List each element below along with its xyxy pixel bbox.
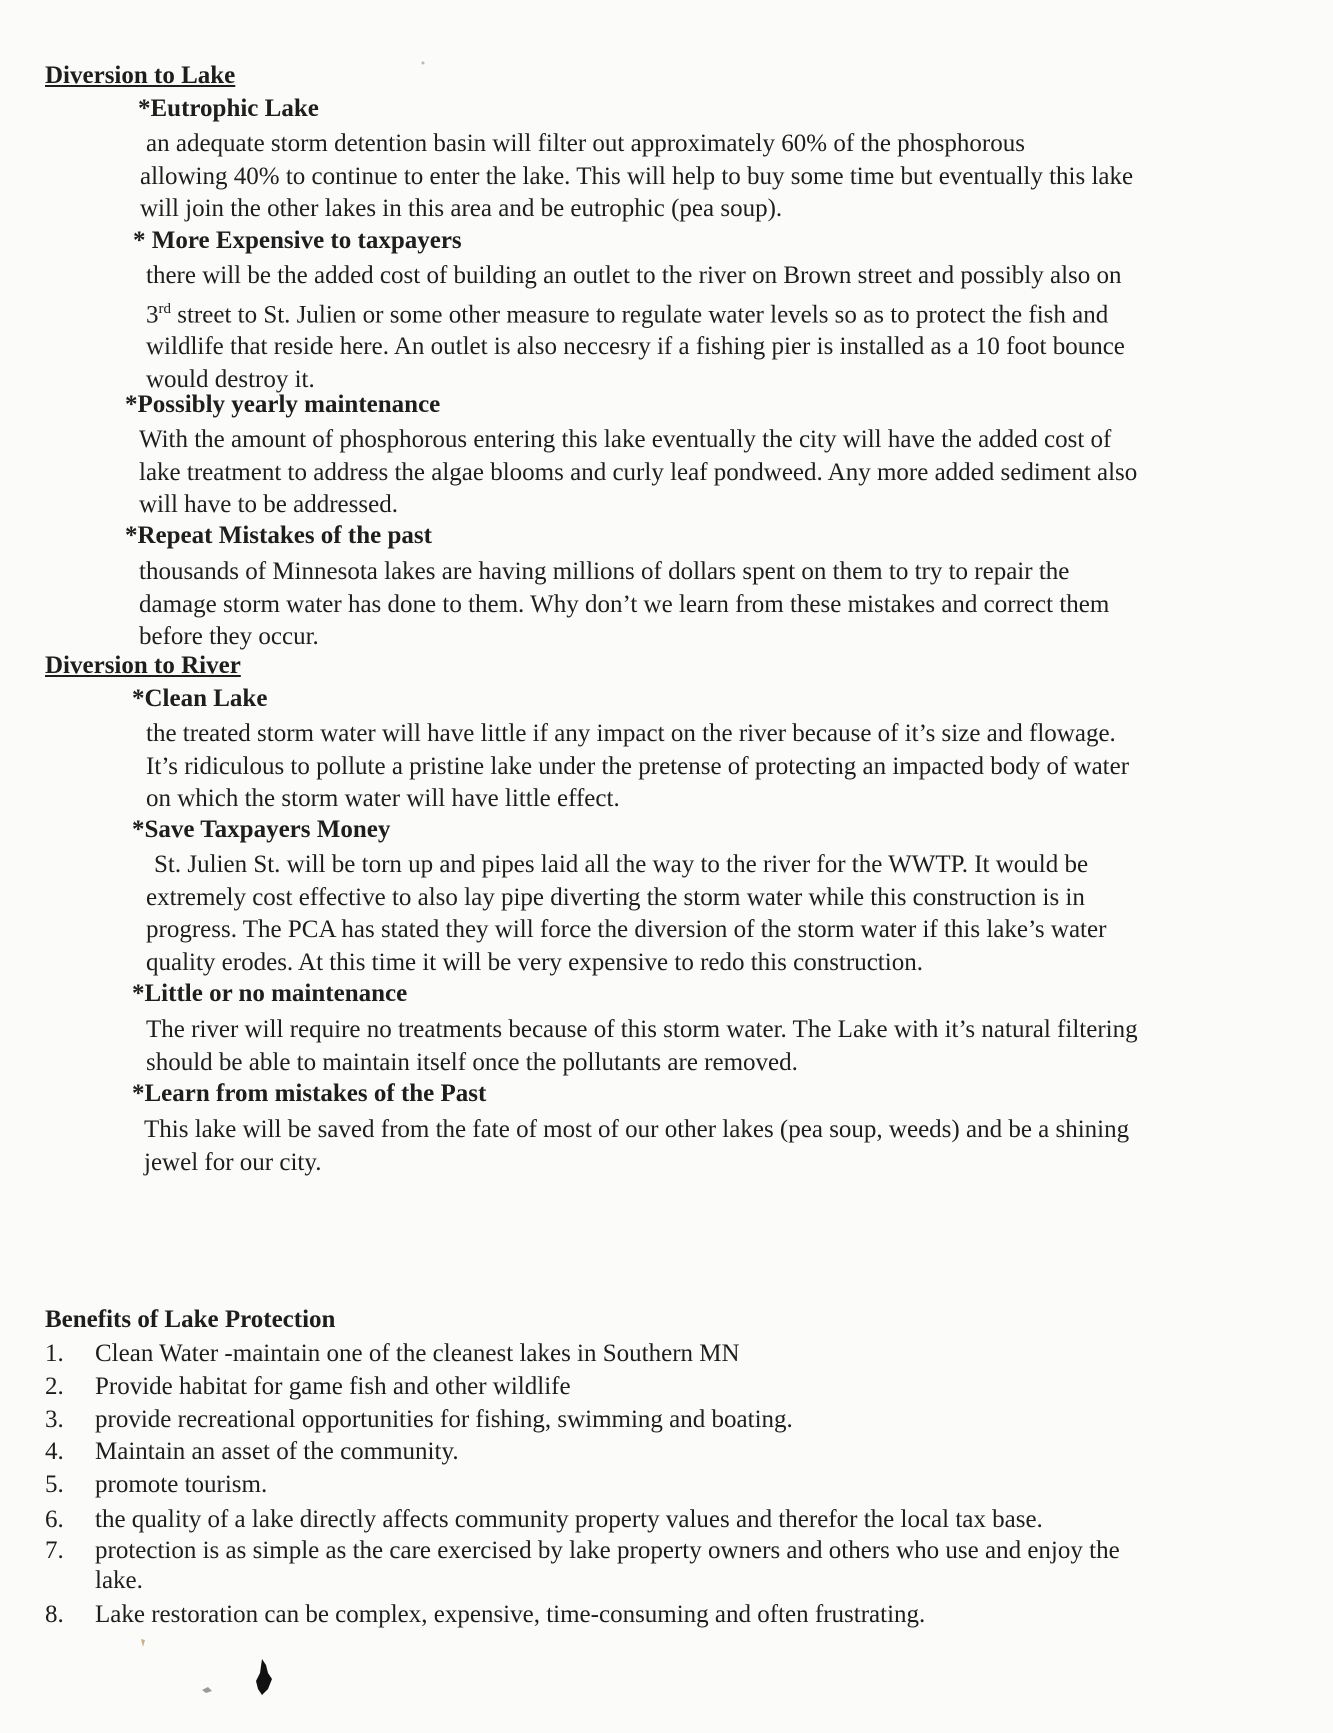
text-line: thousands of Minnesota lakes are having millions of dollars spent on them to try to repair the — [139, 558, 1070, 585]
paper-speck — [420, 60, 426, 66]
paragraph-more-expensive — [146, 260, 1125, 396]
text-line-superscript: 3rd street to St. Julien or some other measure to regulate water levels so as to protect the fish and — [146, 300, 1109, 328]
text-line: will join the other lakes in this area and be eutrophic (pea soup). — [140, 195, 783, 222]
paragraph-save-taxpayers-money — [146, 849, 1106, 979]
benefit-line: Maintain an asset of the community. — [95, 1438, 459, 1465]
heading-clean-lake: *Clean Lake — [132, 685, 268, 712]
paper-speck — [200, 1685, 214, 1695]
benefit-text — [95, 1339, 740, 1369]
paragraph-possibly-yearly-maintenance — [139, 424, 1137, 522]
benefit-number: 1. — [45, 1340, 64, 1367]
benefit-text — [95, 1372, 571, 1402]
text-line: With the amount of phosphorous entering this lake eventually the city will have the added cost of — [139, 426, 1112, 453]
benefit-line: provide recreational opportunities for fishing, swimming and boating. — [95, 1406, 793, 1433]
benefit-line: lake. — [95, 1567, 143, 1594]
benefits-title: Benefits of Lake Protection — [45, 1306, 336, 1333]
heading-possibly-yearly-maintenance: *Possibly yearly maintenance — [125, 391, 441, 418]
benefit-number: 6. — [45, 1506, 64, 1533]
heading-eutrophic-lake: *Eutrophic Lake — [138, 95, 319, 122]
text-line: an adequate storm detention basin will filter out approximately 60% of the phosphorous — [146, 130, 1025, 157]
benefit-text — [95, 1405, 793, 1435]
text-line: the treated storm water will have little if any impact on the river because of it’s size and flowage. — [146, 720, 1116, 747]
benefit-number: 2. — [45, 1373, 64, 1400]
benefit-line: Provide habitat for game fish and other wildlife — [95, 1373, 571, 1400]
paragraph-eutrophic-lake — [140, 128, 1133, 226]
text-line: before they occur. — [139, 623, 319, 650]
benefit-number: 5. — [45, 1471, 64, 1498]
heading-repeat-mistakes: *Repeat Mistakes of the past — [125, 522, 432, 549]
text-line: allowing 40% to continue to enter the lake. This will help to buy some time but eventually this lake — [140, 162, 1134, 190]
benefit-number: 8. — [45, 1601, 64, 1628]
text-line: there will be the added cost of building an outlet to the river on Brown street and possibly also on — [146, 262, 1122, 289]
text-line: will have to be addressed. — [139, 491, 398, 518]
heading-little-or-no-maintenance: *Little or no maintenance — [132, 980, 408, 1007]
text-line: extremely cost effective to also lay pipe diverting the storm water while this construction is in — [146, 883, 1085, 911]
benefit-text — [95, 1536, 1120, 1596]
text-line: quality erodes. At this time it will be very expensive to redo this construction. — [146, 948, 923, 976]
benefit-text — [95, 1505, 1043, 1535]
paper-speck — [138, 1637, 148, 1649]
benefit-line: Clean Water -maintain one of the cleanest lakes in Southern MN — [95, 1340, 740, 1367]
ink-blot — [240, 1655, 280, 1700]
text-line: This lake will be saved from the fate of most of our other lakes (pea soup, weeds) and be a shining — [144, 1116, 1130, 1143]
paragraph-little-or-no-maintenance — [146, 1014, 1138, 1079]
benefit-line: Lake restoration can be complex, expensive, time-consuming and often frustrating. — [95, 1601, 926, 1628]
heading-learn-from-mistakes: *Learn from mistakes of the Past — [132, 1080, 487, 1107]
text-line: wildlife that reside here. An outlet is also neccesry if a fishing pier is installed as a 10 foot bounce — [146, 333, 1125, 361]
text-line: lake treatment to address the algae blooms and curly leaf pondweed. Any more added sediment also — [139, 458, 1138, 486]
heading-more-expensive: * More Expensive to taxpayers — [133, 227, 462, 254]
benefit-line: promote tourism. — [95, 1471, 268, 1498]
text-line: on which the storm water will have little effect. — [146, 785, 620, 812]
paragraph-repeat-mistakes — [139, 556, 1109, 654]
section-title-diversion-to-river: Diversion to River — [45, 652, 241, 679]
benefit-number: 4. — [45, 1438, 64, 1465]
heading-save-taxpayers-money: *Save Taxpayers Money — [132, 816, 391, 843]
text-line: should be able to maintain itself once the pollutants are removed. — [146, 1048, 798, 1076]
benefit-text — [95, 1470, 267, 1500]
text-line: It’s ridiculous to pollute a pristine lake under the pretense of protecting an impacted body of water — [146, 752, 1130, 780]
paragraph-learn-from-mistakes — [144, 1114, 1129, 1179]
benefit-text — [95, 1437, 459, 1467]
text-line: progress. The PCA has stated they will force the diversion of the storm water if this lake’s water — [146, 916, 1107, 943]
text-line: would destroy it. — [146, 365, 315, 393]
paragraph-clean-lake — [146, 718, 1129, 816]
text-line: The river will require no treatments because of this storm water. The Lake with it’s natural filtering — [146, 1016, 1138, 1043]
text-line: jewel for our city. — [144, 1148, 322, 1176]
benefit-line: protection is as simple as the care exercised by lake property owners and others who use and enjoy the — [95, 1537, 1120, 1564]
benefit-text — [95, 1600, 925, 1630]
benefit-line: the quality of a lake directly affects community property values and therefor the local tax base. — [95, 1506, 1043, 1533]
benefit-number: 7. — [45, 1537, 64, 1564]
text-line: St. Julien St. will be torn up and pipes laid all the way to the river for the WWTP. It would be — [154, 851, 1089, 878]
section-title-diversion-to-lake: Diversion to Lake — [45, 62, 236, 89]
benefit-number: 3. — [45, 1406, 64, 1433]
text-line: damage storm water has done to them. Why don’t we learn from these mistakes and correct them — [139, 590, 1110, 618]
